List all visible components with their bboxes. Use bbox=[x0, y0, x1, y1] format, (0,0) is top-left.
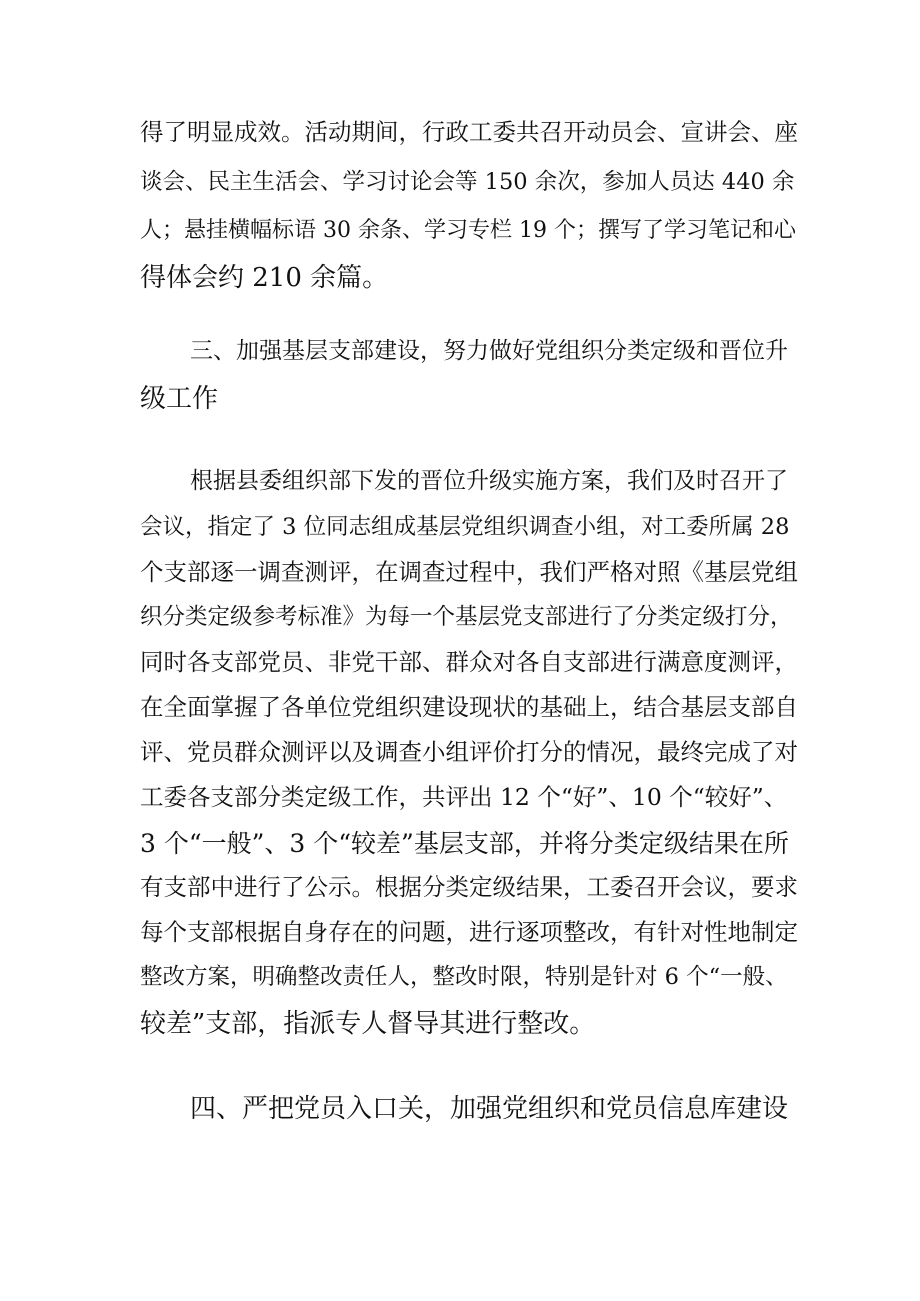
paragraph-2-line-4: 织分类定级参考标准》为每一个基层党支部进行了分类定级打分， bbox=[140, 604, 793, 630]
paragraph-2-line-10: 有支部中进行了公示。根据分类定级结果，工委召开会议，要求 bbox=[140, 873, 798, 901]
paragraph-1-line-2: 谈会、民主生活会、学习讨论会等 150 余次，参加人员达 440 余 bbox=[140, 169, 795, 195]
paragraph-2-line-11: 每个支部根据自身存在的问题，进行逐项整改，有针对性地制定 bbox=[140, 918, 798, 946]
section-heading-3-line-2: 级工作 bbox=[140, 384, 219, 414]
paragraph-2-line-3: 个支部逐一调查测评，在调查过程中，我们严格对照《基层党组 bbox=[140, 558, 798, 586]
paragraph-2-line-9: 3 个“一般”、3 个“较差”基层支部，并将分类定级结果在所 bbox=[140, 829, 789, 858]
paragraph-1-line-1: 得了明显成效。活动期间，行政工委共召开动员会、宣讲会、座 bbox=[140, 118, 798, 146]
paragraph-2-line-7: 评、党员群众测评以及调查小组评价打分的情况，最终完成了对 bbox=[140, 738, 798, 766]
paragraph-1-line-3: 人；悬挂横幅标语 30 余条、学习专栏 19 个；撰写了学习笔记和心 bbox=[140, 218, 796, 243]
paragraph-2-line-5: 同时各支部党员、非党干部、群众对各自支部进行满意度测评， bbox=[140, 648, 798, 676]
paragraph-2-line-12: 整改方案，明确整改责任人，整改时限，特别是针对 6 个“一般、 bbox=[140, 964, 788, 990]
paragraph-1-line-4: 得体会约 210 余篇。 bbox=[140, 263, 389, 293]
section-heading-4: 四、严把党员入口关，加强党组织和党员信息库建设 bbox=[190, 1094, 789, 1124]
paragraph-2-line-13: 较差”支部，指派专人督导其进行整改。 bbox=[140, 1009, 596, 1039]
paragraph-2-line-6: 在全面掌握了各单位党组织建设现状的基础上，结合基层支部自 bbox=[140, 693, 798, 721]
paragraph-2-line-2: 会议，指定了 3 位同志组成基层党组织调查小组，对工委所属 28 bbox=[140, 514, 790, 540]
section-heading-3-line-1: 三、加强基层支部建设，努力做好党组织分类定级和晋位升 bbox=[190, 338, 788, 364]
paragraph-2-line-8: 工委各支部分类定级工作，共评出 12 个“好”、10 个“较好”、 bbox=[140, 783, 788, 811]
paragraph-2-line-1: 根据县委组织部下发的晋位升级实施方案，我们及时召开了 bbox=[190, 468, 788, 494]
